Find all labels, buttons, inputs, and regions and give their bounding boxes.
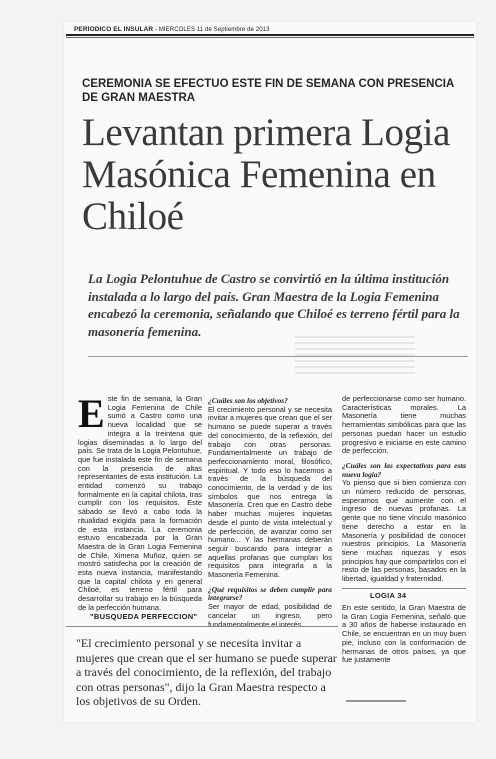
column-1-body: ste fin de semana, la Gran Logia Femenina de Chile sumó a Castro como una nueva localidad que se integra a la treintena que logias diseminadas a lo largo del país. Se trata de la Logia Pelontuhue, que fue instalada este fin de semana con la presencia de altas representantes de esta institución. La entidad comenzó su trabajo formalmente en la capital chilota, tras cumplir con los requisitos. Este sábado se llevó a cabo toda la ritualidad exigida para la formación de esta instancia. La ceremonia estuvo encabezada por la Gran Maestra de la Gran Logia Femenina de Chile, Ximena Muñoz, quien se mostró satisfecha por la creación de esta nueva instancia, manifestando que la capital chilota y en general Chiloé, es terreno fértil para desarrollar su trabajo en la búsqueda de la perfección humana. bbox=[78, 394, 202, 612]
article-column-3 bbox=[342, 395, 466, 584]
article-lead: La Logia Pelontuhue de Castro se convirtió en la última institución instalada a lo largo del país. Gran Maestra de la Logia Femenina encabezó la ceremonia, señalando que Chiloé es terreno fértil para la masonería femenina. bbox=[88, 271, 460, 339]
column-2-body-a: El crecimiento personal y se necesita invitar a mujeres que crean que el ser humano se puede superar a través del conocimiento, de la reflexión, del trabajo con otras personas. Fundamentalmente un trabajo de perfeccionamiento moral, filosófico, espiritual. Y todo eso lo hacemos a través de la búsqueda del conocimiento, de la verdad y de los símbolos que nos entrega la Masonería. Creo que en Castro debe haber muchas mujeres inquietas desde el punto de vista intelectual y de perfección, de avanzar como ser humano... Y las hermanas deberán seguir buscando para integrar a aquellas profanas que cumplan los requisitos para integrarla a la Masonería Femenina. bbox=[208, 404, 332, 580]
subhead-busqueda: "BUSQUEDA PERFECCION" bbox=[90, 612, 198, 621]
masthead bbox=[74, 26, 470, 33]
column-2-body-b: Ser mayor de edad, posibilidad de cancelar un ingreso, pero fundamentalmente el interés bbox=[208, 602, 332, 629]
article-kicker: CEREMONIA SE EFECTUO ESTE FIN DE SEMANA CON PRESENCIA DE GRAN MAESTRA bbox=[82, 78, 454, 104]
drop-cap: E bbox=[78, 391, 105, 436]
pull-quote: "El crecimiento personal y se necesita invitar a mujeres que crean que el ser humano se puede superar a través del conocimiento, de la reflexión, del trabajo con otras personas", dijo la Gran Maestra respecto a los objetivos de su Orden. bbox=[76, 636, 337, 709]
subhead-rule bbox=[342, 588, 466, 589]
article-headline: Levantan primera Logia Masónica Femenina en Chiloé bbox=[82, 111, 451, 238]
masthead-rule-thin bbox=[66, 37, 474, 38]
column-3-body-c: En este sentido, la Gran Maestra de la Gran Logia Femenina, señaló que a 30 años de haberse instaurado en Chile, se encuentran en un muy buen pie, incluso con la conformación de hermanas de otros países, ya que fue justamente bbox=[342, 603, 466, 665]
lead-divider bbox=[88, 356, 468, 357]
masthead-rule bbox=[66, 34, 474, 36]
newspaper-name: PERIODICO EL INSULAR bbox=[74, 26, 154, 33]
column-3-body-a: de perfeccionarse como ser humano. Características morales. La Masonería tiene muchas herramientas simbólicas para que las personas puedan hacer un estudio progresivo e iniciarse en este camino de perfección. bbox=[342, 394, 466, 456]
subhead-logia-34: LOGIA 34 bbox=[370, 591, 407, 600]
print-smudge bbox=[346, 700, 406, 702]
article-column-2 bbox=[208, 395, 332, 629]
issue-date: - MIERCOLES 11 de Septiembre de 2013 bbox=[154, 27, 270, 33]
column-3-body-b: Yo pienso que si bien comienza con un número reducido de personas, esperamos que aumente con el ingreso de nuevas profanas. La gente que no tiene vínculo masónico tiene derecho a estar en la Masonería y posibilidad de conocer nuestros principios. La Masonería tiene muchas riquezas y esos principios hay que compartirlos con el resto de las personas, basados en la libertad, igualdad y fraternidad. bbox=[342, 478, 466, 584]
article-column-1 bbox=[78, 391, 202, 613]
interview-question-3: ¿Cuáles son las expectativas para esta nueva logia? bbox=[342, 460, 466, 479]
interview-question-2: ¿Qué requisitos se deben cumplir para integrarse? bbox=[208, 584, 332, 603]
interview-question-1: ¿Cuáles son los objetivos? bbox=[208, 396, 288, 405]
